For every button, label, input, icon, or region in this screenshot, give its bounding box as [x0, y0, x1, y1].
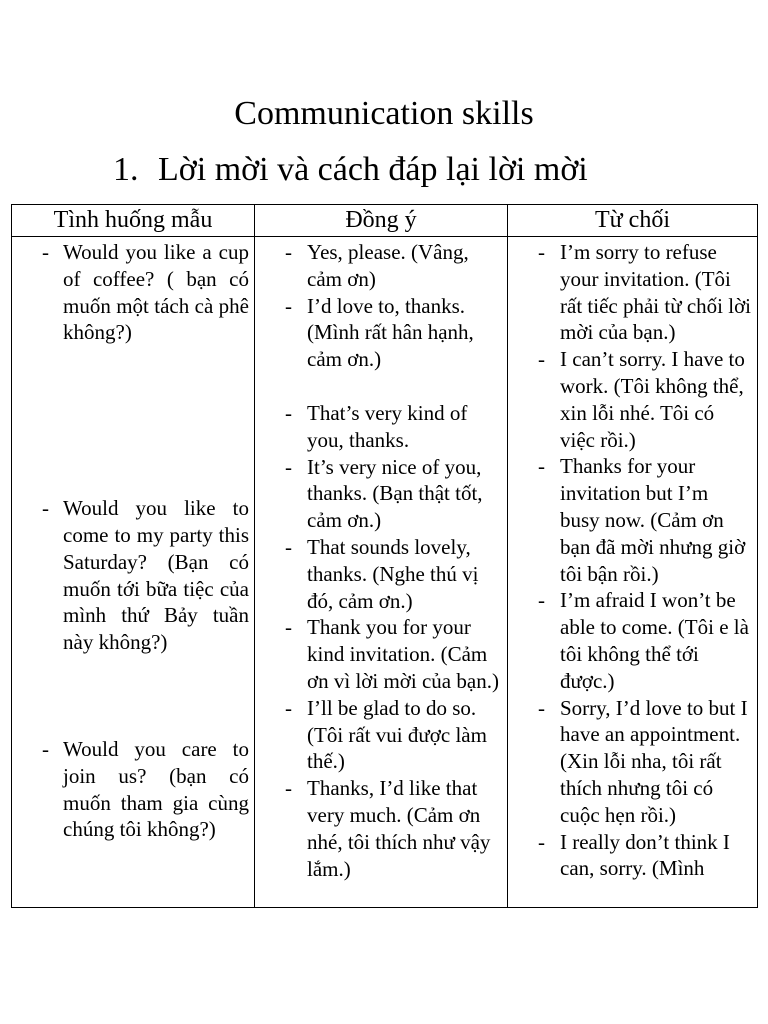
- section-title: Lời mời và cách đáp lại lời mời: [158, 151, 588, 188]
- header-situations: Tình huống mẫu: [12, 205, 255, 237]
- refuse-text: I’m afraid I won’t be able to come. (Tôi e là tôi không thể tới được.): [560, 588, 749, 693]
- refuse-cell: [508, 237, 758, 908]
- list-item: [508, 587, 757, 694]
- accept-text: It’s very nice of you, thanks. (Bạn thật tốt, cảm ơn.): [307, 454, 483, 533]
- bullet-dash: -: [538, 240, 545, 264]
- invitation-table: [11, 204, 758, 908]
- list-item: [255, 400, 507, 454]
- list-item: [255, 293, 507, 373]
- refuse-text: I’m sorry to refuse your invitation. (Tôi rất tiếc phải từ chối lời mời của bạn.): [560, 240, 752, 345]
- bullet-dash: -: [538, 454, 545, 479]
- accept-text: I’ll be glad to do so. (Tôi rất vui được làm thế.): [307, 695, 487, 774]
- list-item: [12, 495, 254, 656]
- header-accept: Đồng ý: [255, 205, 508, 237]
- accept-cell: [255, 237, 508, 908]
- list-item: [255, 239, 507, 293]
- accept-text: Yes, please. (Vâng, cảm ơn): [307, 240, 469, 291]
- bullet-dash: -: [42, 496, 49, 521]
- list-item: [508, 346, 757, 453]
- bullet-dash: -: [42, 240, 49, 264]
- bullet-dash: -: [285, 454, 292, 479]
- situation-text: Would you like a cup of coffee? ( bạn có muốn một tách cà phê không?): [63, 240, 249, 345]
- bullet-dash: -: [285, 695, 292, 720]
- section-number: 1.: [113, 151, 139, 188]
- list-item: [12, 239, 254, 346]
- table-body-row: [12, 237, 758, 908]
- refuse-text: I can’t sorry. I have to work. (Tôi không thể, xin lỗi nhé. Tôi có việc rồi.): [560, 347, 745, 452]
- situation-text: Would you like to come to my party this Saturday? (Bạn có muốn tới bữa tiệc của mình thứ Bảy tuần này không?): [63, 496, 249, 655]
- accept-text: I’d love to, thanks. (Mình rất hân hạnh, cảm ơn.): [307, 293, 474, 372]
- bullet-dash: -: [285, 240, 292, 264]
- refuse-text: Thanks for your invitation but I’m busy now. (Cảm ơn bạn đã mời nhưng giờ tôi bận rồi.): [560, 454, 746, 586]
- accept-text: Thank you for your kind invitation. (Cảm ơn vì lời mời của bạn.): [307, 615, 499, 693]
- list-item: [255, 695, 507, 775]
- bullet-dash: -: [538, 588, 545, 613]
- list-item: [255, 454, 507, 534]
- list-item: [508, 239, 757, 346]
- list-item: [508, 829, 757, 883]
- bullet-dash: -: [538, 829, 545, 854]
- list-item: [508, 695, 757, 829]
- refuse-text: I really don’t think I can, sorry. (Mình: [560, 829, 730, 881]
- bullet-dash: -: [285, 400, 292, 425]
- document-title: Communication skills: [234, 95, 534, 132]
- bullet-dash: -: [285, 776, 292, 801]
- bullet-dash: -: [538, 347, 545, 372]
- bullet-dash: -: [285, 293, 292, 318]
- table-header-row: [12, 205, 758, 237]
- list-item: [255, 614, 507, 694]
- bullet-dash: -: [285, 534, 292, 559]
- list-item: [255, 534, 507, 614]
- list-item: [12, 736, 254, 843]
- refuse-text: Sorry, I’d love to but I have an appointment. (Xin lỗi nha, tôi rất thích nhưng tôi có cuộc hẹn rồi.): [560, 695, 748, 827]
- situations-cell: [12, 237, 255, 908]
- section-heading: [113, 150, 588, 190]
- bullet-dash: -: [285, 615, 292, 640]
- bullet-dash: -: [538, 695, 545, 720]
- accept-text: That sounds lovely, thanks. (Nghe thú vị đó, cảm ơn.): [307, 534, 479, 613]
- bullet-dash: -: [42, 736, 49, 761]
- accept-text: That’s very kind of you, thanks.: [307, 400, 468, 452]
- list-item: [255, 775, 507, 882]
- situation-text: Would you care to join us? (bạn có muốn tham gia cùng chúng tôi không?): [63, 736, 249, 842]
- accept-text: Thanks, I’d like that very much. (Cảm ơn nhé, tôi thích như vậy lắm.): [307, 776, 491, 881]
- list-item: [508, 453, 757, 587]
- header-refuse: Từ chối: [508, 205, 758, 237]
